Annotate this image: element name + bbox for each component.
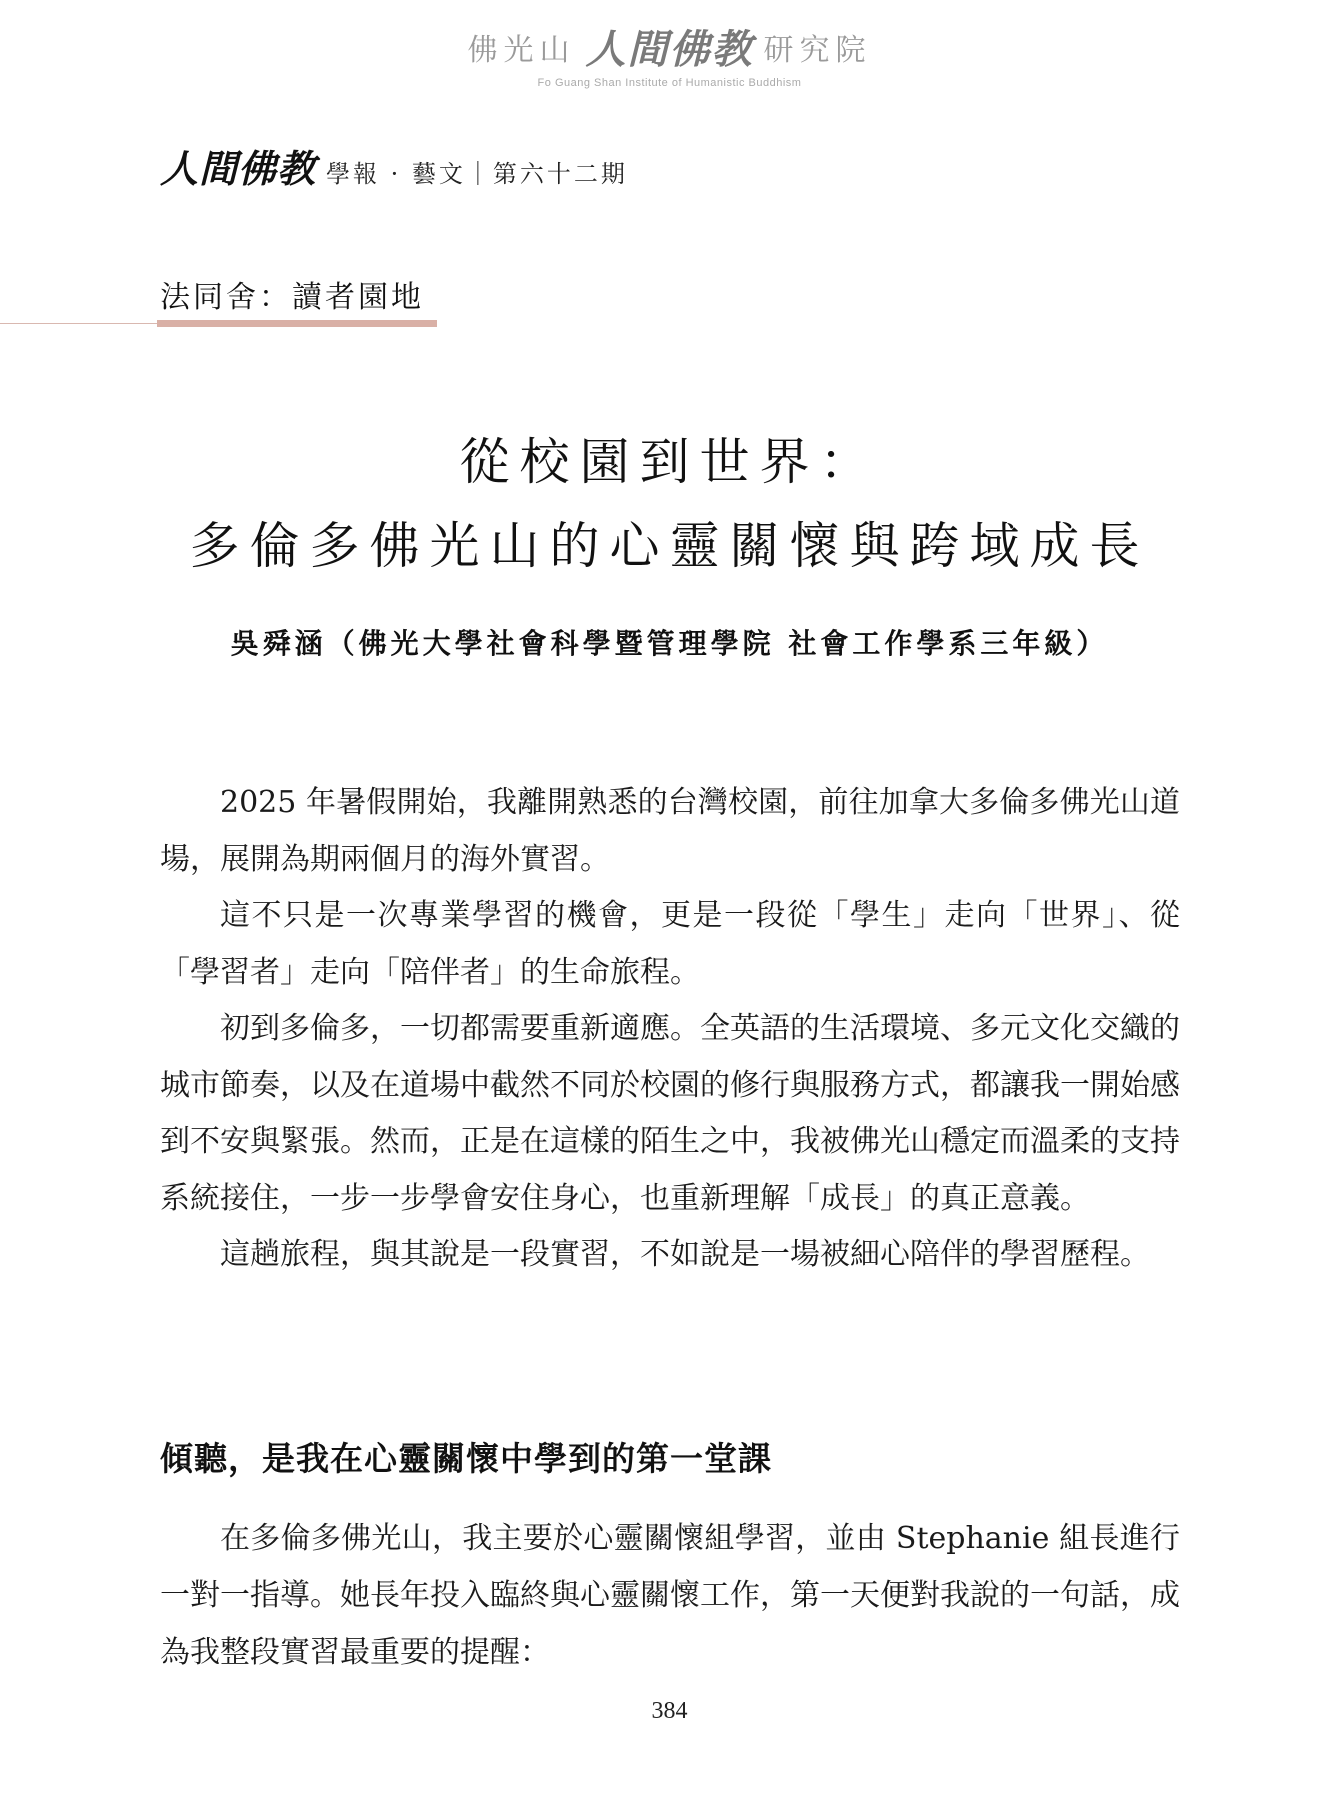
article-author: 吳舜涵（佛光大學社會科學暨管理學院 社會工作學系三年級） [230,627,1109,660]
section-underline [157,320,437,327]
article-body-continued [160,1510,1180,1681]
title-line-2: 多倫多佛光山的心靈關懷與跨域成長 [189,517,1150,575]
institute-english-name: Fo Guang Shan Institute of Humanistic Buddhism [537,77,802,89]
section-subheading: 傾聽，是我在心靈關懷中學到的第一堂課 [160,1439,772,1478]
institute-brand-logo: 人間佛教 [585,26,754,73]
journal-logo: 人間佛教 [160,146,317,191]
page-number: 384 [651,1698,688,1724]
paragraph: 2025 年暑假開始，我離開熟悉的台灣校園，前往加拿大多倫多佛光山道場，展開為期兩個月的海外實習。 [160,785,1180,877]
article-body [160,775,1180,1284]
journal-header [160,138,628,193]
institute-logo [468,18,872,75]
journal-issue: 學報 · 藝文｜第六十二期 [326,160,628,188]
paragraph: 初到多倫多，一切都需要重新適應。全英語的生活環境、多元文化交織的城市節奏，以及在道場中截然不同於校園的修行與服務方式，都讓我一開始感到不安與緊張。然而，正是在這樣的陌生之中，我被佛光山穩定而溫柔的支持系統接住，一步一步學會安住身心，也重新理解「成長」的真正意義。 [160,1011,1180,1216]
article-title [0,420,1339,588]
paragraph: 這不只是一次專業學習的機會，更是一段從「學生」走向「世界」、從「學習者」走向「陪伴者」的生命旅程。 [160,898,1180,990]
title-line-1: 從校園到世界： [459,433,880,491]
section-divider [0,323,160,324]
paragraph: 在多倫多佛光山，我主要於心靈關懷組學習，並由 Stephanie 組長進行一對一指導。她長年投入臨終與心靈關懷工作，第一天便對我說的一句話，成為我整段實習最重要的提醒： [160,1521,1180,1670]
institute-header [0,18,1339,89]
section-label: 法同舍：讀者園地 [160,280,424,315]
paragraph: 這趟旅程，與其說是一段實習，不如說是一場被細心陪伴的學習歷程。 [220,1237,1150,1272]
institute-name-right: 研究院 [763,32,872,68]
institute-name-left: 佛光山 [467,32,576,68]
